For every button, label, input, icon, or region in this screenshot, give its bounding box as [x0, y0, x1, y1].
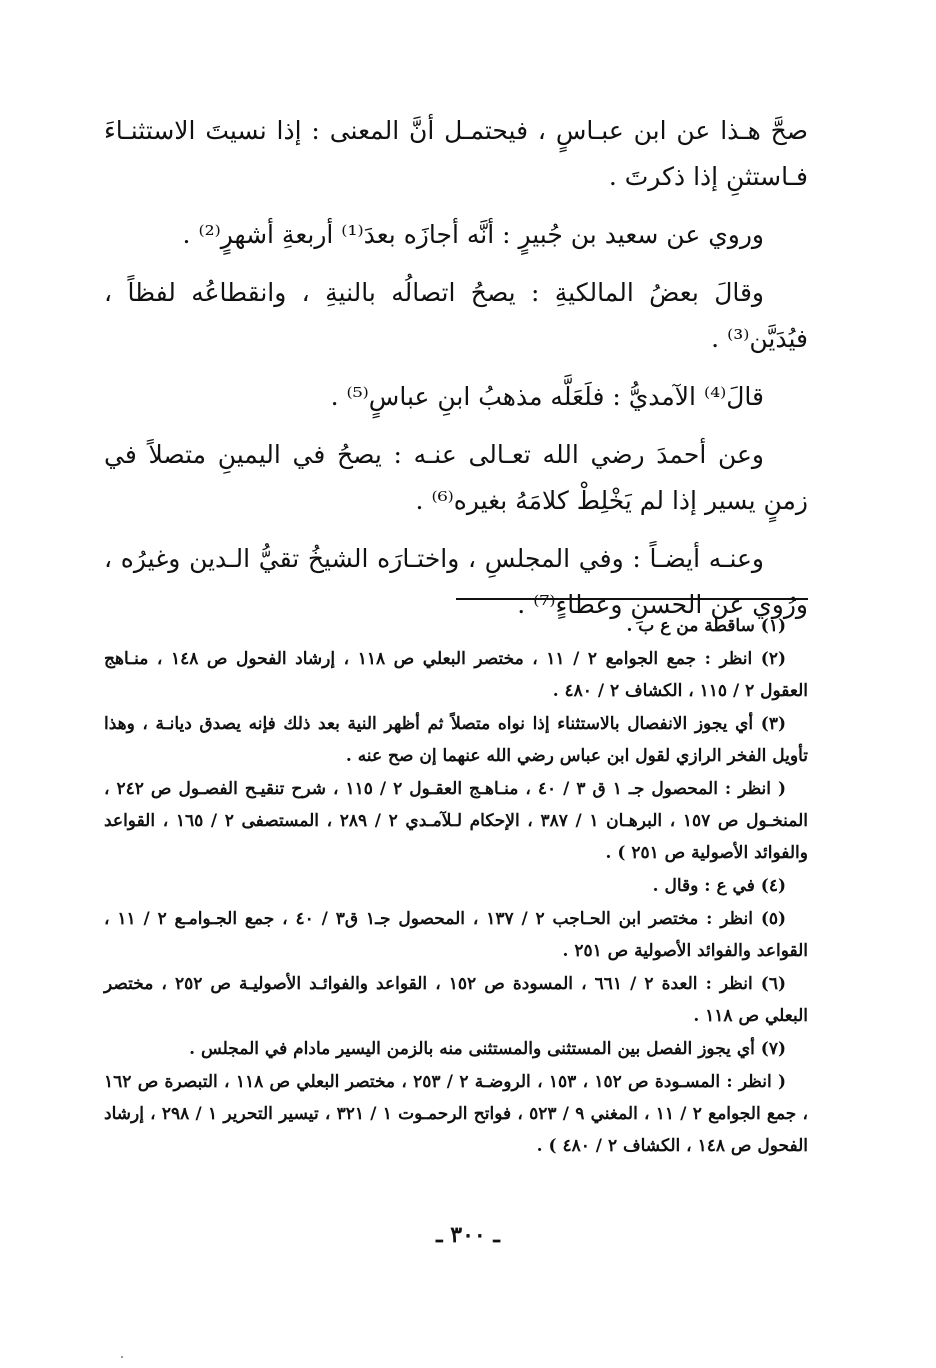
footnote-5: (٥) انظر : مختصر ابن الحـاجب ٢ / ١٣٧ ، المحصول جـ١ ق٣ / ٤٠ ، جمع الجـوامـع ٢ / ١١ ، القواعد والفوائد الأصولية ص ٢٥١ .: [104, 909, 808, 961]
paragraph-1: صحَّ هـذا عن ابن عبـاسٍ ، فيحتمـل أنَّ المعنى : إذا نسيتَ الاستثنـاءَ فـاستثنِ إذا ذكرتَ .: [104, 116, 808, 191]
footnote-7-references: ( انظر : المسـودة ص ١٥٢ ، ١٥٣ ، الروضـة ٢ / ٢٥٣ ، مختصر البعلي ص ١١٨ ، التبصرة ص ١٦٢ ، جمع الجوامع ٢ / ١١ ، المغني ٩ / ٥٢٣ ، فواتح الرحمـوت ١ / ٣٢١ ، تيسير التحرير ١ / ٢٩٨ ، إرشاد الفحول ص ١٤٨ ، الكشاف ٢ / ٤٨٠ ) .: [104, 1072, 809, 1156]
footnote-6: (٦) انظر : العدة ٢ / ٦٦١ ، المسودة ص ١٥٢ ، القواعد والفوائـد الأصوليـة ص ٢٥٢ ، مختصر البعلي ص ١١٨ .: [104, 974, 808, 1026]
footnote-2: (٢) انظر : جمع الجوامع ٢ / ١١ ، مختصر البعلي ص ١١٨ ، إرشاد الفحول ص ١٤٨ ، منـاهج العقول ٢ / ١١٥ ، الكشاف ٢ / ٤٨٠ .: [104, 649, 808, 701]
scan-speck: [121, 1356, 123, 1358]
footnote-1: (١) ساقطة من ع ب .: [626, 616, 786, 636]
footnote-4: (٤) في ع : وقال .: [652, 876, 786, 896]
paragraph-6: وعنـه أيضـاً : وفي المجلسِ ، واختـارَه الشيخُ تقيُّ الـدين وغيرُه ، ورُوي عن الحسنِ وعطاءٍ⁽⁷⁾ .: [104, 544, 808, 619]
paragraph-5: وعن أحمدَ رضي الله تعـالى عنـه : يصحُ في اليمينِ متصلاً في زمنٍ يسير إذا لم يَخْلِطْ كلامَهُ بغيره⁽⁶⁾ .: [104, 440, 808, 515]
paragraph-4: قالَ⁽⁴⁾ الآمديُّ : فلَعَلَّه مذهبُ ابنِ عباسٍ⁽⁵⁾ .: [330, 382, 764, 411]
footnotes: [104, 610, 808, 1163]
footnote-7: (٧) أي يجوز الفصل بين المستثنى والمستثنى منه بالزمن اليسير مادام في المجلس .: [189, 1039, 786, 1059]
paragraph-2: وروي عن سعيد بن جُبيرٍ : أنَّه أجازَه بعدَ⁽¹⁾ أربعةِ أشهرٍ⁽²⁾ .: [182, 220, 764, 249]
main-text: [104, 108, 808, 640]
footnote-3-references: ( انظر : المحصول جـ ١ ق ٣ / ٤٠ ، منـاهـج العقـول ٢ / ١١٥ ، شرح تنقيـح الفصـول ص ٢٤٢ ، المنخـول ص ١٥٧ ، البرهـان ١ / ٣٨٧ ، الإحكام لـلآمـدي ٢ / ٢٨٩ ، المستصفى ٢ / ١٦٥ ، القواعد والفوائد الأصولية ص ٢٥١ ) .: [104, 779, 809, 863]
footnote-separator: [456, 598, 808, 600]
footnote-3: (٣) أي يجوز الانفصال بالاستثناء إذا نواه متصلاً ثم أظهر النية بعد ذلك فإنه يصدق ديانـة ، وهذا تأويل الفخر الرازي لقول ابن عباس رضي الله عنهما إن صح عنه .: [104, 714, 808, 766]
page-number: ـ ٣٠٠ ـ: [436, 1222, 500, 1248]
paragraph-3: وقالَ بعضُ المالكيةِ : يصحُ اتصالُه بالنيةِ ، وانقطاعُه لفظاً ، فيُدَيَّن⁽³⁾ .: [104, 278, 808, 353]
